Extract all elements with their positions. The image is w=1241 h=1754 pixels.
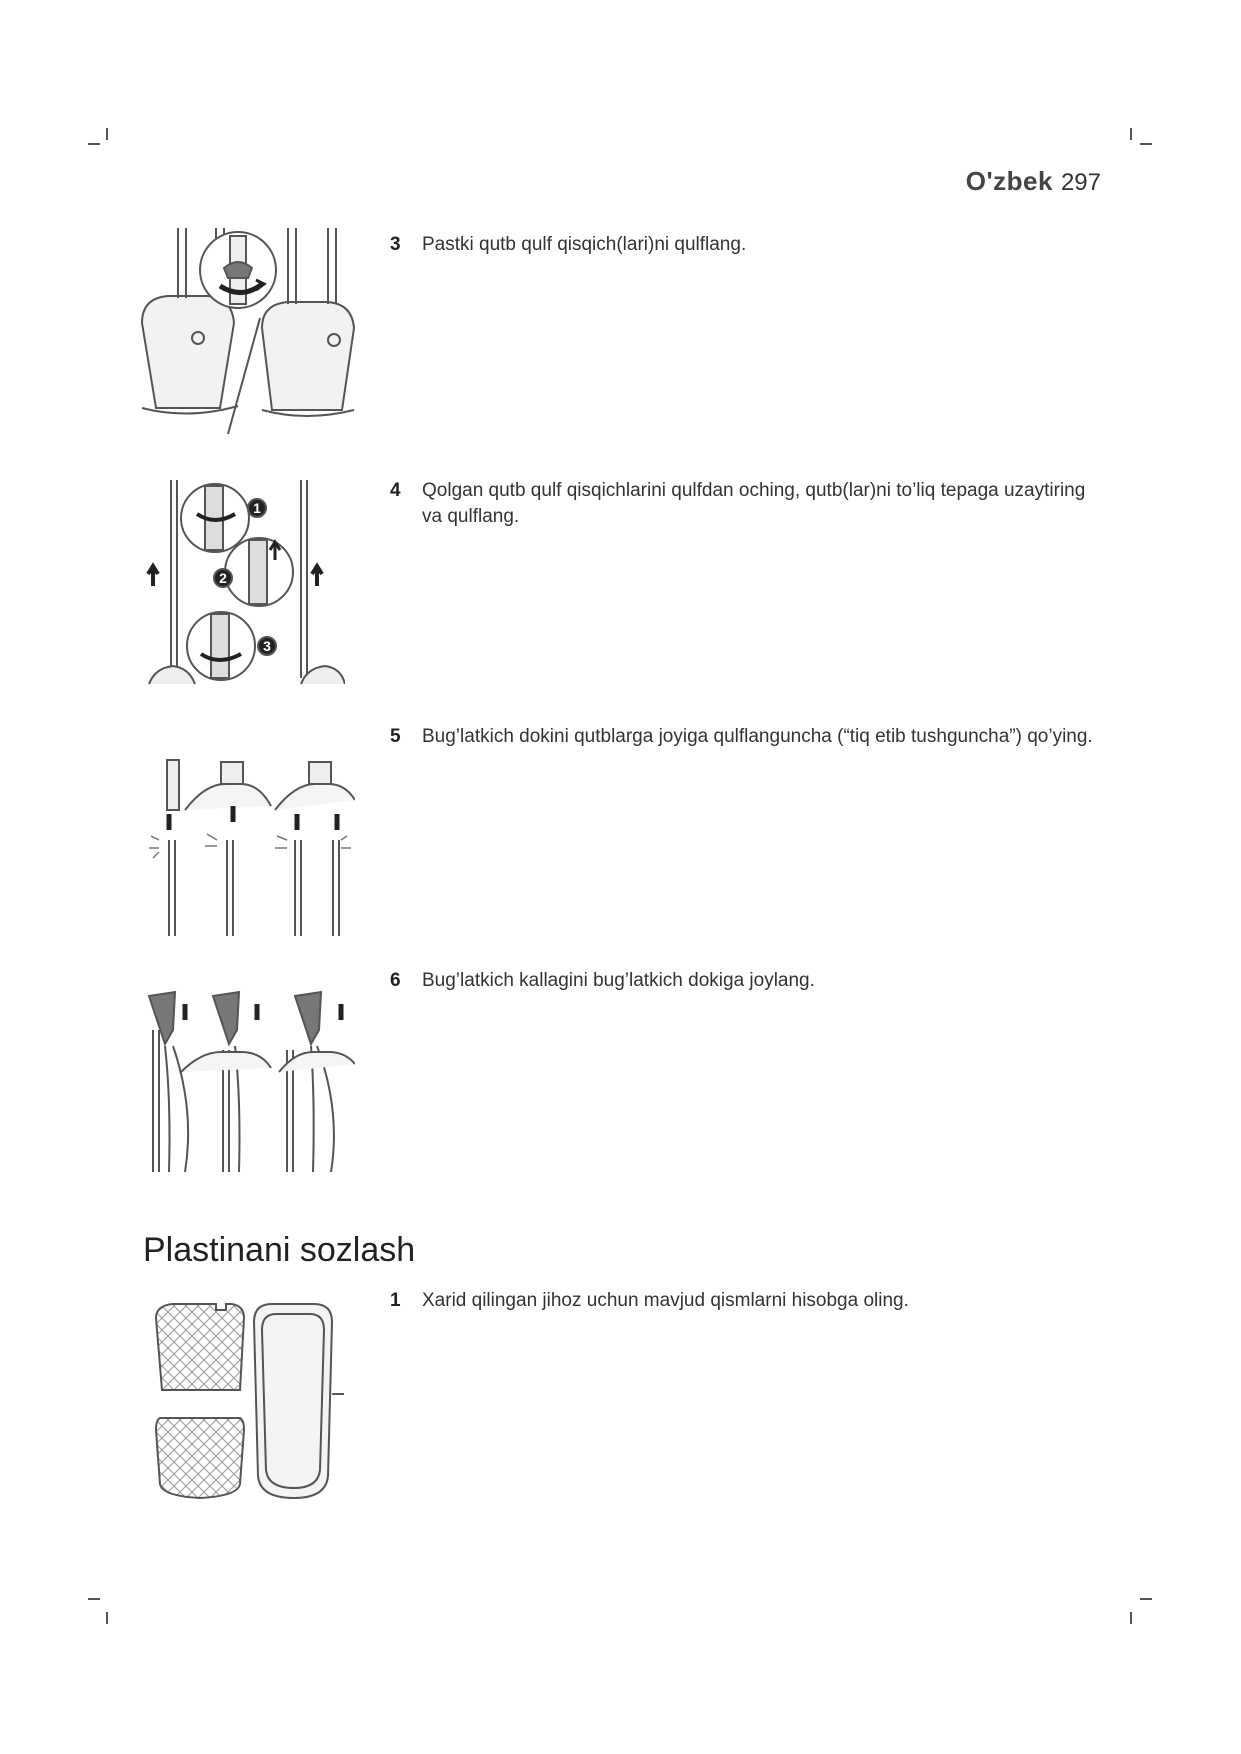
step-text: Bug’latkich kallagini bug’latkich dokiga joylang. [422,970,815,991]
page-number: 297 [1060,169,1101,196]
step-item [390,478,1100,530]
step-marker [258,637,276,655]
crop-mark [1130,128,1132,140]
step-text: Xarid qilingan jihoz uchun mavjud qismlarni hisobga oling. [422,1290,909,1311]
crop-mark [88,143,100,145]
page-header [966,166,1101,197]
step-number: 3 [390,234,401,255]
step-item [390,1288,1100,1314]
figure-board-parts [150,1300,350,1502]
figure-extend-poles [145,478,345,690]
step-marker [248,499,266,517]
step-item [390,232,1100,258]
crop-mark [1130,1612,1132,1624]
crop-mark [106,1612,108,1624]
crop-mark [88,1598,100,1600]
svg-text:3: 3 [263,638,271,654]
language-label: O'zbek [965,166,1053,196]
step-number: 5 [390,726,401,747]
figure-pole-lock-clip [138,228,358,440]
section-heading: Plastinani sozlash [143,1231,416,1269]
figure-place-steamer-head [145,990,355,1174]
step-text: Pastki qutb qulf qisqich(lari)ni qulflang. [422,234,747,255]
svg-text:1: 1 [253,500,261,516]
svg-text:2: 2 [219,570,227,586]
step-number: 4 [390,480,401,501]
step-number: 1 [390,1290,401,1311]
step-number: 6 [390,970,401,991]
crop-mark [1140,143,1152,145]
step-text: Bug’latkich dokini qutblarga joyiga qulflanguncha (“tiq etib tushguncha”) qo’ying. [422,726,1093,747]
step-marker [214,569,232,587]
crop-mark [106,128,108,140]
crop-mark [1140,1598,1152,1600]
step-item [390,724,1100,750]
step-item [390,968,1100,994]
figure-attach-hanger [145,754,355,938]
step-text: Qolgan qutb qulf qisqichlarini qulfdan oching, qutb(lar)ni to’liq tepaga uzaytiring va qulflang. [422,480,1086,527]
